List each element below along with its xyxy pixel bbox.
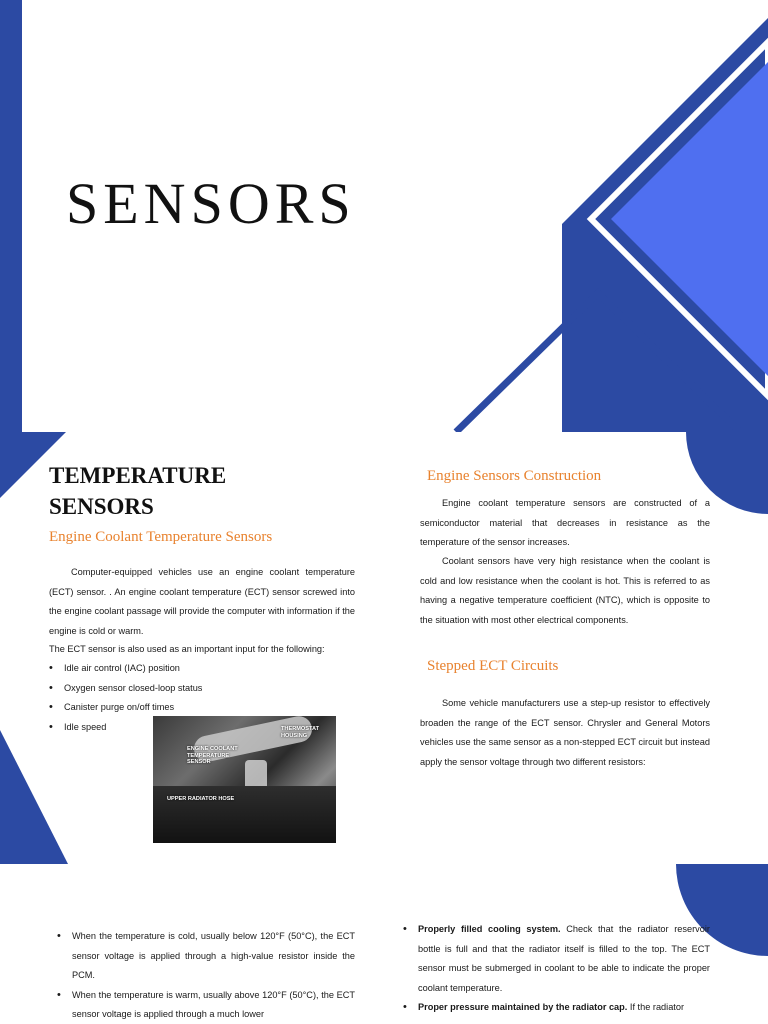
temperature-sensors-slide	[0, 432, 768, 864]
photo-label-hose: UPPER RADIATOR HOSE	[167, 796, 235, 802]
list-item	[403, 998, 710, 1018]
list-item: • Idle air control (IAC) position	[49, 659, 219, 679]
slide-title: SENSORS	[66, 171, 356, 236]
ect-subheading: Engine Coolant Temperature Sensors	[49, 529, 273, 545]
heading-line-2: SENSORS	[49, 494, 154, 519]
list-item: • Idle speed	[49, 718, 219, 738]
checks-list	[403, 920, 710, 1018]
list-item: • Canister purge on/off times	[49, 698, 219, 718]
list-item-bold: Properly filled cooling system.	[418, 924, 561, 934]
title-slide	[0, 0, 768, 432]
ect-inputs-paragraph: The ECT sensor is also used as an important input for the following:	[49, 644, 325, 654]
stepped-ect-paragraph: Some vehicle manufacturers use a step-up resistor to effectively broaden the range of the ECT sensor. Chrysler and General Motors vehicles use the same sensor as a non-stepped ECT circuit but instead apply the sensor voltage through two different resistors:	[420, 698, 710, 767]
photo-label-ect: ENGINE COOLANT TEMPERATURE SENSOR	[187, 746, 238, 765]
ect-intro-paragraph: Computer-equipped vehicles use an engine coolant temperature (ECT) sensor. . An engine coolant temperature (ECT) sensor screwed into the engine coolant passage will provide the computer with information if the engine is cold or warm.	[49, 567, 355, 636]
left-blue-bar	[0, 0, 22, 432]
list-item-text: If the radiator	[627, 1002, 685, 1012]
temperature-conditions-list	[57, 927, 355, 1024]
stepped-ect-subheading: Stepped ECT Circuits	[427, 658, 559, 674]
section-heading	[49, 460, 226, 522]
photo-label-thermostat: THERMOSTAT HOUSING	[281, 726, 320, 739]
construction-subheading: Engine Sensors Construction	[427, 468, 602, 484]
heading-line-1: TEMPERATURE	[49, 463, 227, 488]
list-item-bold: Proper pressure maintained by the radiator cap.	[418, 1002, 628, 1012]
bottom-left-triangle	[0, 730, 68, 864]
list-item: • Oxygen sensor closed-loop status	[49, 679, 219, 699]
list-item: • When the temperature is cold, usually below 120°F (50°C), the ECT sensor voltage is applied through a high-value resistor inside the PCM.	[57, 927, 355, 986]
list-item: • When the temperature is warm, usually above 120°F (50°C), the ECT sensor voltage is applied through a much lower	[57, 986, 355, 1024]
photo-engine-block	[153, 786, 336, 843]
construction-paragraph-1: Engine coolant temperature sensors are constructed of a semiconductor material that decreases in resistance as the temperature of the sensor increases.	[420, 498, 710, 547]
ect-details-slide	[0, 864, 768, 1024]
list-item-text: Check that the radiator reservoir bottle is full and that the radiator itself is filled to the top. The ECT sensor must be submerged in coolant to be able to indicate the proper coolant temperature.	[418, 924, 710, 993]
list-item	[403, 920, 710, 998]
engine-photo	[153, 716, 336, 843]
construction-paragraph-2: Coolant sensors have very high resistance when the coolant is cold and low resistance when the coolant is hot. This is referred to as having a negative temperature coefficient (NTC), which is opposite to the situation with most other electrical components.	[420, 556, 710, 625]
